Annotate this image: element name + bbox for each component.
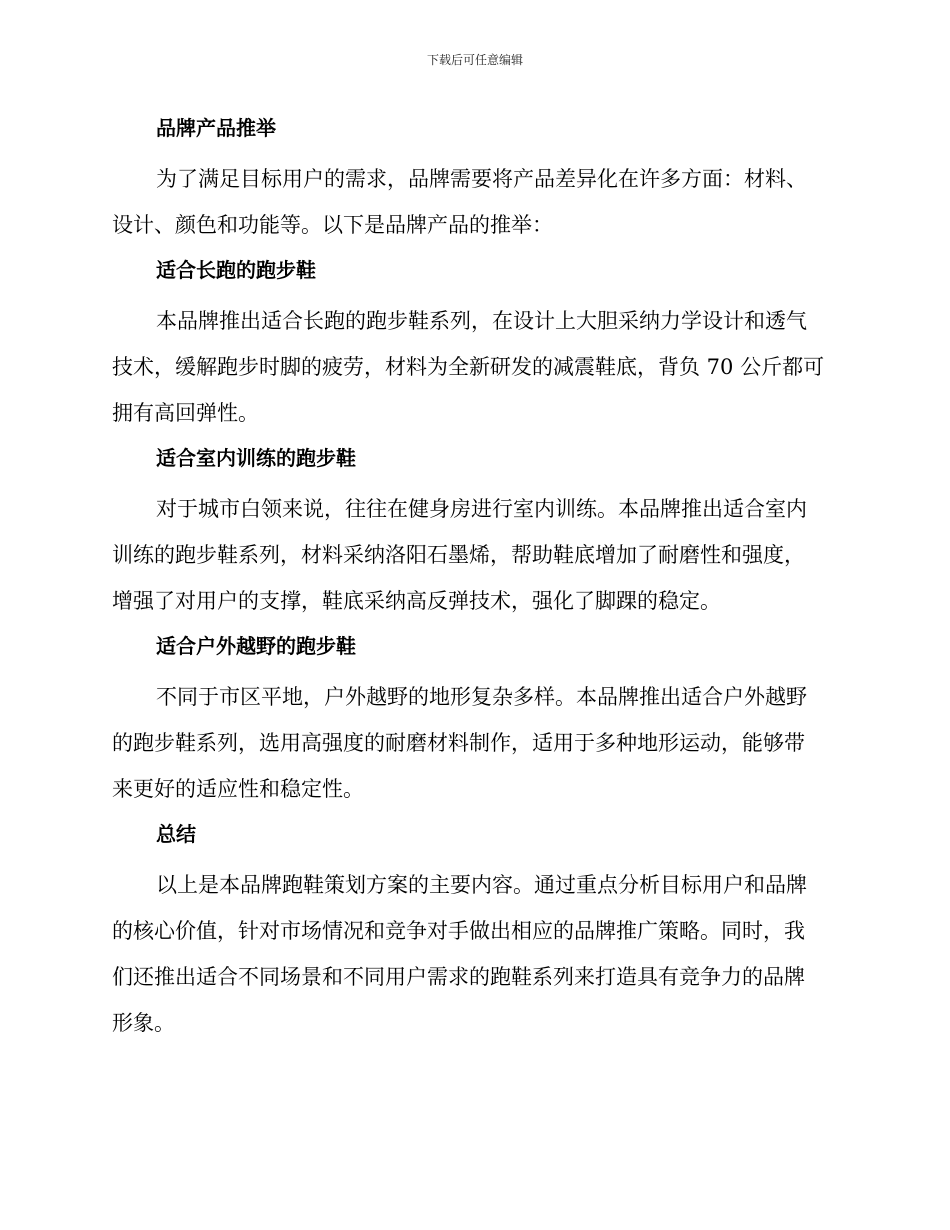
section-paragraph	[112, 298, 838, 436]
section-paragraph	[112, 674, 838, 812]
paragraph-line: 形象。	[112, 1011, 175, 1035]
paragraph-line: 的跑步鞋系列，选用高强度的耐磨材料制作，适用于多种地形运动，能够带	[112, 731, 805, 755]
section-trail-running-shoe	[112, 628, 838, 812]
paragraph-line: 对于城市白领来说，往往在健身房进行室内训练。本品牌推出适合室内	[156, 497, 807, 521]
section-heading: 适合长跑的跑步鞋	[156, 258, 316, 282]
section-heading: 适合室内训练的跑步鞋	[156, 446, 356, 470]
paragraph-line: 们还推出适合不同场景和不同用户需求的跑鞋系列来打造具有竞争力的品牌	[112, 965, 805, 989]
paragraph-line: 增强了对用户的支撑，鞋底采纳高反弹技术，强化了脚踝的稳定。	[112, 589, 721, 613]
section-paragraph	[112, 486, 838, 624]
section-heading: 品牌产品推举	[156, 116, 276, 140]
section-heading: 总结	[156, 822, 196, 846]
paragraph-line: 技术，缓解跑步时脚的疲劳，材料为全新研发的减震鞋底，背负 70 公斤都可	[112, 355, 825, 379]
section-paragraph	[112, 862, 838, 1046]
section-summary	[112, 816, 838, 1046]
paragraph-line: 不同于市区平地，户外越野的地形复杂多样。本品牌推出适合户外越野	[156, 685, 807, 709]
section-long-distance-shoe	[112, 252, 838, 436]
paragraph-line: 的核心价值，针对市场情况和竞争对手做出相应的品牌推广策略。同时，我	[112, 919, 805, 943]
paragraph-line: 拥有高回弹性。	[112, 401, 259, 425]
section-paragraph	[112, 156, 838, 248]
paragraph-line: 设计、颜色和功能等。以下是品牌产品的推举：	[112, 213, 553, 237]
paragraph-line: 来更好的适应性和稳定性。	[112, 777, 364, 801]
section-indoor-training-shoe	[112, 440, 838, 624]
header-note: 下载后可任意编辑	[426, 53, 523, 67]
paragraph-line: 训练的跑步鞋系列，材料采纳洛阳石墨烯，帮助鞋底增加了耐磨性和强度，	[112, 543, 805, 567]
paragraph-line: 为了满足目标用户的需求，品牌需要将产品差异化在许多方面：材料、	[156, 167, 807, 191]
section-heading: 适合户外越野的跑步鞋	[156, 634, 356, 658]
section-brand-product-recommendation	[112, 110, 838, 248]
paragraph-line: 以上是本品牌跑鞋策划方案的主要内容。通过重点分析目标用户和品牌	[156, 873, 807, 897]
paragraph-line: 本品牌推出适合长跑的跑步鞋系列，在设计上大胆采纳力学设计和透气	[156, 309, 807, 333]
document-body	[112, 110, 838, 1050]
